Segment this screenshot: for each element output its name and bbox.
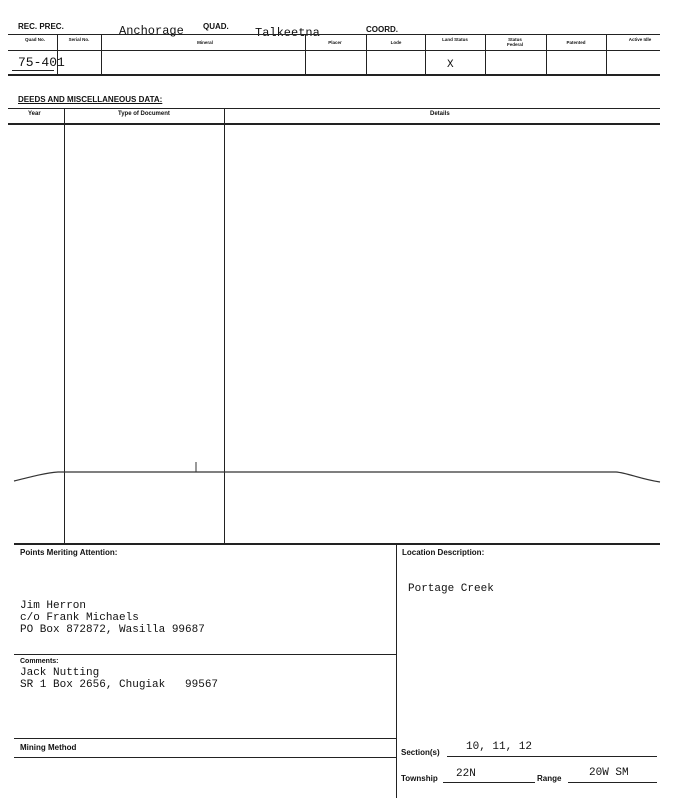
deeds-header-top [8,108,660,109]
mining-method-label: Mining Method [20,743,77,752]
fold-line [0,455,678,495]
points-bottom-line [14,654,396,655]
header-col-divider [305,34,306,74]
sections-label: Section(s) [401,748,440,757]
township-label: Township [401,774,438,783]
quad-label: QUAD. [203,22,229,31]
col-mineral: Mineral [197,40,213,45]
coord-label: COORD. [366,25,398,34]
serial-value: 75-401 [18,55,65,70]
rec-prec-value: Anchorage [119,24,184,38]
deeds-col-year: Year [28,111,41,117]
comments-label: Comments: [20,658,59,665]
quad-value: Talkeetna [255,26,320,40]
bottom-section-top [14,543,660,545]
deeds-header-bottom [8,123,660,125]
header-bottom-line [8,74,660,76]
mining-method-line [14,757,396,758]
comments-text: Jack Nutting SR 1 Box 2656, Chugiak 99567 [20,667,219,691]
township-value: 22N [456,768,476,780]
range-label: Range [537,774,562,783]
range-line [568,782,657,783]
header-col-divider [425,34,426,74]
comments-bottom-line [14,738,396,739]
sections-value: 10, 11, 12 [466,741,533,753]
serial-underline [12,70,54,71]
col-status-federal: Status Federal [506,37,523,47]
points-text: Jim Herron c/o Frank Michaels PO Box 872872, Wasilla 99687 [20,600,205,636]
bottom-section-divider [396,543,397,798]
header-top-line [8,34,660,35]
header-subline [8,50,660,51]
col-lode: Lode [390,40,402,45]
col-active-idle: Active Idle [628,37,652,42]
header-col-divider [101,34,102,74]
township-line [443,782,535,783]
col-quad-no: Quad No. [25,37,45,42]
col-patented: Patented [566,40,586,45]
sections-line [447,756,657,757]
land-status-mark: X [447,59,454,71]
points-label: Points Meriting Attention: [20,548,118,557]
header-col-divider [485,34,486,74]
deeds-col-type: Type of Document [118,111,170,117]
location-label: Location Description: [402,548,485,557]
deeds-col-details: Details [430,111,450,117]
range-value: 20W SM [589,767,629,779]
col-placer: Placer [328,40,342,45]
header-col-divider [366,34,367,74]
rec-prec-label: REC. PREC. [18,22,64,31]
col-land-status: Land Status [442,37,468,42]
location-value: Portage Creek [408,583,494,595]
header-col-divider [546,34,547,74]
header-col-divider [606,34,607,74]
col-serial-no: Serial No. [68,37,90,42]
deeds-section-title: DEEDS AND MISCELLANEOUS DATA: [18,95,163,104]
